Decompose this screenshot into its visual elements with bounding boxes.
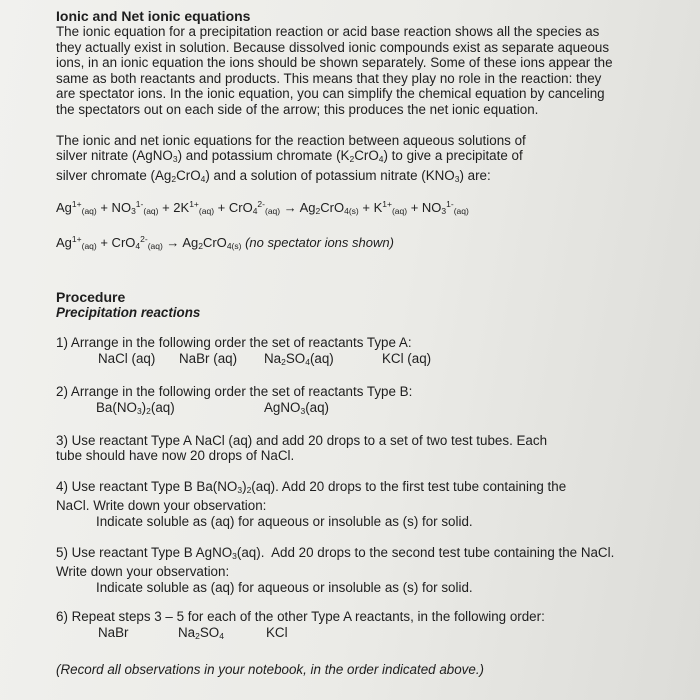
step-2-text: 2) Arrange in the following order the set of reactants Type B:: [56, 383, 413, 399]
step-5: [56, 545, 676, 596]
net-ionic-equation: $Ag^{1+}_{(aq)} + CrO_4^{2-}_{(aq)} \to Ag_2CrO_{4(s)}$ (no spectator ions shown): [56, 234, 394, 252]
step-2: [56, 384, 676, 419]
intro-paragraph: The ionic equation for a precipitation reaction or acid base reaction shows all the species as they actually exist in solution. Because dissolved ionic compounds exist as separate aqueous ions, in an ionic equation the ions should be shown separately. Some of these ions appear the same as both reactants and products. This means that they play no role in the reaction: they are spectator ions. In the ionic equation, you can simplify the chemical equation by canceling the spectators out on each side of the arrow; this produces the net ionic equation.: [56, 24, 613, 117]
reactant-agno3: AgNO3(aq): [264, 399, 330, 416]
example-paragraph: The ionic and net ionic equations for the reaction between aqueous solutions of silver nitrate (AgNO$_3$) and potassium chromate $(K_2CrO_4)$ to give a precipitate of silver chromate $(Ag_2CrO_4)$ and a solution of potassium nitrate $(KNO_3)$ are:: [56, 132, 526, 184]
reactant-nabr: NaBr (aq): [179, 350, 238, 366]
reactant-kcl: KCl (aq): [382, 350, 432, 366]
closing-note: (Record all observations in your notebook, in the order indicated above.): [56, 661, 485, 677]
step-4-text: 4) Use reactant Type B $Ba(NO_3)_2(aq)$. Add 20 drops to the first test tube containing the NaCl. Write down your observation:: [56, 478, 567, 514]
net-ionic-note: (no spectator ions shown): [245, 235, 394, 251]
procedure-subheading: Precipitation reactions: [56, 305, 201, 321]
repeat-reactant-kcl: KCl: [266, 624, 288, 640]
repeat-reactant-nabr: NaBr: [98, 624, 129, 640]
reactant-bano32: Ba(NO3)2(aq): [96, 399, 175, 416]
step-1-text: 1) Arrange in the following order the set of reactants Type A:: [56, 335, 412, 351]
reactant-na2so4: Na2SO4(aq): [264, 350, 334, 367]
step-6: [56, 609, 676, 644]
step-5-note: Indicate soluble as (aq) for aqueous or insoluble as (s) for solid.: [96, 579, 473, 595]
step-6-text: 6) Repeat steps 3 – 5 for each of the other Type A reactants, in the following order:: [56, 609, 545, 625]
step-4: [56, 479, 676, 530]
ionic-equation: $Ag^{1+}_{(aq)} + NO_3^{1-}_{(aq)} + 2K^{1+}_{(aq)} + CrO_4^{2-}_{(aq)} \to Ag_2CrO_{4(s)} + K^{1+}_{(aq)} + NO_3^{1-}_{(aq)}$: [56, 199, 469, 217]
section-title: Ionic and Net ionic equations: [56, 8, 251, 24]
procedure-heading: Procedure: [56, 289, 126, 306]
step-6-reactants: [56, 625, 676, 644]
worksheet-content: [56, 8, 676, 677]
type-a-reactants: [56, 351, 676, 370]
step-3: 3) Use reactant Type A NaCl (aq) and add 20 drops to a set of two test tubes. Each tube should have now 20 drops of NaCl.: [56, 432, 548, 464]
step-4-note: Indicate soluble as (aq) for aqueous or insoluble as (s) for solid.: [96, 513, 473, 529]
repeat-reactant-na2so4: Na2SO4: [178, 624, 224, 641]
type-b-reactants: [56, 400, 676, 419]
reactant-nacl: NaCl (aq): [98, 350, 156, 366]
step-5-text: 5) Use reactant Type B AgNO$_3$(aq). Add 20 drops to the second test tube containing the NaCl. Write down your observation:: [56, 544, 615, 580]
step-1: [56, 335, 676, 370]
